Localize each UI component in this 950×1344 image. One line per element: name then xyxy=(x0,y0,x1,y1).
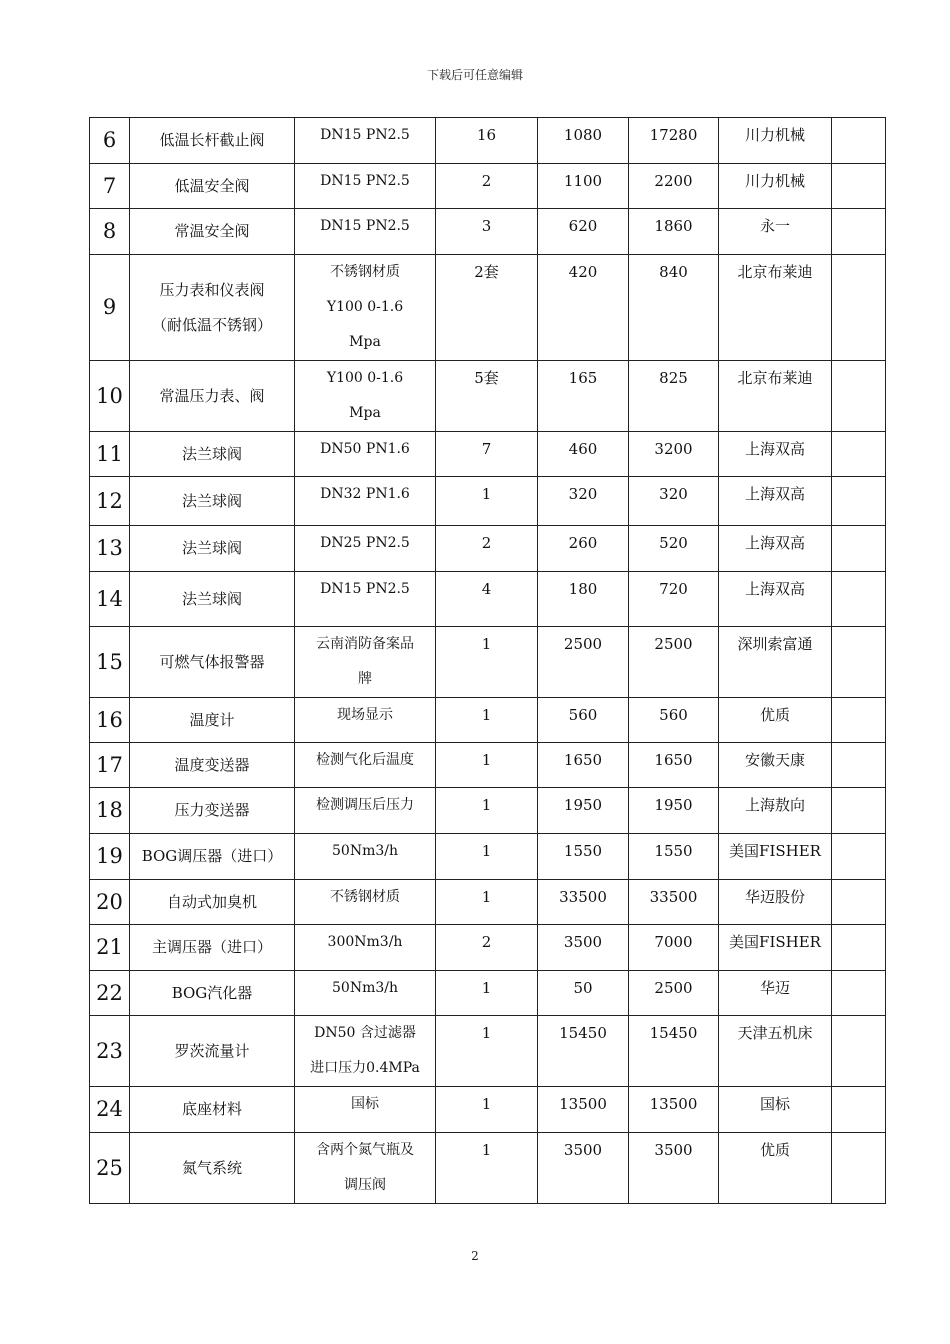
cell-total: 3500 xyxy=(629,1133,719,1204)
cell-spec-line: 不锈钢材质 xyxy=(330,889,400,905)
cell-remark xyxy=(832,788,886,834)
cell-unit-price: 460 xyxy=(538,432,629,477)
cell-remark xyxy=(832,1016,886,1087)
cell-spec xyxy=(295,164,436,209)
cell-no: 12 xyxy=(90,477,130,526)
cell-name-line: 自动式加臭机 xyxy=(166,892,257,911)
cell-name-line: 低温安全阀 xyxy=(174,176,250,195)
cell-qty: 1 xyxy=(436,1016,538,1087)
cell-name xyxy=(130,361,295,432)
cell-unit-price: 260 xyxy=(538,526,629,572)
cell-name-line: 常温压力表、阀 xyxy=(159,386,265,405)
cell-total: 1650 xyxy=(629,743,719,788)
table-row xyxy=(90,698,886,743)
cell-spec-line: 检测气化后温度 xyxy=(316,752,414,768)
table-row xyxy=(90,971,886,1016)
table-row xyxy=(90,572,886,627)
cell-spec-line: DN15 PN2.5 xyxy=(320,581,410,597)
cell-brand: 深圳索富通 xyxy=(719,627,832,698)
cell-spec-line: 检测调压后压力 xyxy=(316,797,414,813)
cell-spec-line: DN50 含过滤器 xyxy=(314,1025,416,1041)
cell-name xyxy=(130,255,295,361)
cell-spec-line: DN50 PN1.6 xyxy=(320,441,410,457)
cell-total: 1860 xyxy=(629,209,719,255)
cell-qty: 2 xyxy=(436,925,538,971)
cell-spec xyxy=(295,477,436,526)
cell-spec xyxy=(295,1087,436,1133)
cell-spec-line: Y100 0-1.6 xyxy=(326,299,404,315)
cell-no: 21 xyxy=(90,925,130,971)
cell-name xyxy=(130,971,295,1016)
cell-no: 15 xyxy=(90,627,130,698)
cell-spec-line: 云南消防备案品 xyxy=(316,636,414,652)
cell-total: 520 xyxy=(629,526,719,572)
cell-qty: 16 xyxy=(436,118,538,164)
cell-remark xyxy=(832,834,886,880)
table-row xyxy=(90,1016,886,1087)
cell-unit-price: 420 xyxy=(538,255,629,361)
cell-unit-price: 13500 xyxy=(538,1087,629,1133)
cell-spec-line: DN25 PN2.5 xyxy=(320,535,410,551)
cell-spec xyxy=(295,432,436,477)
cell-total: 2200 xyxy=(629,164,719,209)
cell-spec-line: Y100 0-1.6 xyxy=(326,370,404,386)
table-row xyxy=(90,118,886,164)
cell-name-line: BOG汽化器 xyxy=(171,983,253,1002)
cell-name xyxy=(130,788,295,834)
cell-total: 17280 xyxy=(629,118,719,164)
table-row xyxy=(90,743,886,788)
cell-spec xyxy=(295,361,436,432)
cell-brand: 优质 xyxy=(719,1133,832,1204)
cell-spec xyxy=(295,209,436,255)
cell-remark xyxy=(832,164,886,209)
cell-name-line: 法兰球阀 xyxy=(181,589,242,608)
cell-spec xyxy=(295,971,436,1016)
cell-spec-line: 50Nm3/h xyxy=(332,980,398,996)
cell-spec-line: Mpa xyxy=(349,334,381,350)
cell-unit-price: 33500 xyxy=(538,880,629,925)
cell-brand: 国标 xyxy=(719,1087,832,1133)
cell-brand: 美国FISHER xyxy=(719,925,832,971)
cell-name xyxy=(130,743,295,788)
cell-qty: 1 xyxy=(436,1087,538,1133)
cell-remark xyxy=(832,209,886,255)
cell-qty: 1 xyxy=(436,971,538,1016)
cell-no: 9 xyxy=(90,255,130,361)
cell-brand: 优质 xyxy=(719,698,832,743)
cell-qty: 1 xyxy=(436,788,538,834)
cell-name-line: 可燃气体报警器 xyxy=(159,652,265,671)
cell-qty: 5套 xyxy=(436,361,538,432)
table-row xyxy=(90,432,886,477)
cell-name xyxy=(130,925,295,971)
cell-brand: 安徽天康 xyxy=(719,743,832,788)
cell-brand: 美国FISHER xyxy=(719,834,832,880)
cell-total: 720 xyxy=(629,572,719,627)
table-row xyxy=(90,526,886,572)
cell-total: 7000 xyxy=(629,925,719,971)
cell-remark xyxy=(832,1087,886,1133)
cell-unit-price: 180 xyxy=(538,572,629,627)
cell-name-line: 底座材料 xyxy=(181,1100,242,1118)
cell-brand: 北京布莱迪 xyxy=(719,361,832,432)
cell-spec-line: Mpa xyxy=(349,405,381,421)
table-row xyxy=(90,1133,886,1204)
cell-spec xyxy=(295,925,436,971)
table-body xyxy=(90,118,886,1204)
cell-spec xyxy=(295,1016,436,1087)
cell-brand: 华迈股份 xyxy=(719,880,832,925)
cell-qty: 3 xyxy=(436,209,538,255)
cell-total: 33500 xyxy=(629,880,719,925)
cell-total: 560 xyxy=(629,698,719,743)
table-row xyxy=(90,361,886,432)
cell-unit-price: 1950 xyxy=(538,788,629,834)
cell-no: 7 xyxy=(90,164,130,209)
cell-spec-line: DN15 PN2.5 xyxy=(320,218,410,234)
cell-name-line: 氮气系统 xyxy=(181,1158,242,1177)
cell-qty: 1 xyxy=(436,698,538,743)
cell-unit-price: 3500 xyxy=(538,1133,629,1204)
cell-total: 1950 xyxy=(629,788,719,834)
table-row xyxy=(90,834,886,880)
cell-total: 825 xyxy=(629,361,719,432)
cell-unit-price: 3500 xyxy=(538,925,629,971)
table-row xyxy=(90,1087,886,1133)
cell-no: 20 xyxy=(90,880,130,925)
cell-remark xyxy=(832,572,886,627)
cell-no: 11 xyxy=(90,432,130,477)
cell-remark xyxy=(832,698,886,743)
cell-remark xyxy=(832,526,886,572)
cell-name xyxy=(130,834,295,880)
cell-spec-line: 调压阀 xyxy=(344,1177,386,1193)
cell-unit-price: 50 xyxy=(538,971,629,1016)
cell-qty: 1 xyxy=(436,834,538,880)
cell-unit-price: 15450 xyxy=(538,1016,629,1087)
cell-spec xyxy=(295,627,436,698)
cell-spec xyxy=(295,834,436,880)
cell-name-line: 压力表和仪表阀 xyxy=(159,280,265,299)
cell-remark xyxy=(832,361,886,432)
cell-name xyxy=(130,698,295,743)
cell-qty: 7 xyxy=(436,432,538,477)
cell-no: 19 xyxy=(90,834,130,880)
cell-spec xyxy=(295,788,436,834)
cell-unit-price: 165 xyxy=(538,361,629,432)
cell-remark xyxy=(832,1133,886,1204)
cell-total: 840 xyxy=(629,255,719,361)
cell-total: 15450 xyxy=(629,1016,719,1087)
cell-name xyxy=(130,627,295,698)
cell-brand: 北京布莱迪 xyxy=(719,255,832,361)
cell-unit-price: 2500 xyxy=(538,627,629,698)
cell-remark xyxy=(832,925,886,971)
cell-brand: 上海双高 xyxy=(719,572,832,627)
cell-unit-price: 560 xyxy=(538,698,629,743)
cell-spec xyxy=(295,118,436,164)
cell-remark xyxy=(832,743,886,788)
table-row xyxy=(90,477,886,526)
cell-name xyxy=(130,209,295,255)
cell-name-line: 常温安全阀 xyxy=(174,222,250,240)
cell-unit-price: 1080 xyxy=(538,118,629,164)
cell-brand: 永一 xyxy=(719,209,832,255)
cell-qty: 1 xyxy=(436,880,538,925)
cell-qty: 1 xyxy=(436,743,538,788)
cell-no: 18 xyxy=(90,788,130,834)
table-row xyxy=(90,925,886,971)
table-row xyxy=(90,627,886,698)
table-row xyxy=(90,255,886,361)
cell-name-line: BOG调压器（进口） xyxy=(141,847,283,865)
cell-name xyxy=(130,526,295,572)
cell-no: 16 xyxy=(90,698,130,743)
cell-brand: 上海双高 xyxy=(719,477,832,526)
cell-spec xyxy=(295,526,436,572)
cell-brand: 上海双高 xyxy=(719,526,832,572)
cell-spec-line: 含两个氮气瓶及 xyxy=(316,1142,414,1158)
cell-name-line: 罗茨流量计 xyxy=(174,1041,250,1060)
cell-total: 13500 xyxy=(629,1087,719,1133)
cell-name-line: 主调压器（进口） xyxy=(151,938,272,956)
cell-name-line: 低温长杆截止阀 xyxy=(159,131,265,149)
cell-unit-price: 620 xyxy=(538,209,629,255)
cell-remark xyxy=(832,880,886,925)
cell-qty: 4 xyxy=(436,572,538,627)
cell-spec-line: 牌 xyxy=(358,671,372,687)
cell-unit-price: 1100 xyxy=(538,164,629,209)
cell-brand: 川力机械 xyxy=(719,118,832,164)
cell-qty: 2 xyxy=(436,164,538,209)
cell-name-line: （耐低温不锈钢） xyxy=(151,315,272,334)
table-row xyxy=(90,880,886,925)
cell-no: 23 xyxy=(90,1016,130,1087)
cell-brand: 上海敖向 xyxy=(719,788,832,834)
cell-name xyxy=(130,572,295,627)
cell-no: 8 xyxy=(90,209,130,255)
cell-qty: 1 xyxy=(436,477,538,526)
cell-unit-price: 1650 xyxy=(538,743,629,788)
page-number: 2 xyxy=(471,1249,479,1263)
cell-remark xyxy=(832,255,886,361)
cell-name-line: 法兰球阀 xyxy=(181,444,242,463)
cell-spec-line: 国标 xyxy=(351,1096,379,1112)
cell-total: 2500 xyxy=(629,971,719,1016)
cell-brand: 华迈 xyxy=(719,971,832,1016)
cell-no: 6 xyxy=(90,118,130,164)
cell-remark xyxy=(832,971,886,1016)
cell-remark xyxy=(832,477,886,526)
cell-qty: 1 xyxy=(436,627,538,698)
cell-spec xyxy=(295,572,436,627)
table-row xyxy=(90,209,886,255)
cell-spec-line: 不锈钢材质 xyxy=(330,264,400,280)
table-row xyxy=(90,164,886,209)
cell-name xyxy=(130,880,295,925)
cell-name xyxy=(130,118,295,164)
cell-qty: 1 xyxy=(436,1133,538,1204)
cell-no: 17 xyxy=(90,743,130,788)
cell-spec xyxy=(295,743,436,788)
cell-unit-price: 320 xyxy=(538,477,629,526)
cell-total: 2500 xyxy=(629,627,719,698)
cell-spec xyxy=(295,880,436,925)
cell-brand: 上海双高 xyxy=(719,432,832,477)
cell-no: 10 xyxy=(90,361,130,432)
cell-name xyxy=(130,477,295,526)
cell-no: 14 xyxy=(90,572,130,627)
cell-name xyxy=(130,1087,295,1133)
cell-spec-line: DN32 PN1.6 xyxy=(320,486,410,502)
cell-no: 13 xyxy=(90,526,130,572)
cell-remark xyxy=(832,432,886,477)
cell-brand: 川力机械 xyxy=(719,164,832,209)
cell-spec xyxy=(295,255,436,361)
cell-qty: 2套 xyxy=(436,255,538,361)
cell-spec xyxy=(295,698,436,743)
page-header: 下载后可任意编辑 xyxy=(426,68,523,82)
table-row xyxy=(90,788,886,834)
cell-spec-line: DN15 PN2.5 xyxy=(320,127,410,143)
cell-name-line: 温度计 xyxy=(189,710,235,729)
cell-no: 24 xyxy=(90,1087,130,1133)
cell-spec-line: 300Nm3/h xyxy=(327,934,403,950)
cell-total: 3200 xyxy=(629,432,719,477)
cell-name xyxy=(130,164,295,209)
cell-name-line: 压力变送器 xyxy=(174,801,250,819)
cell-remark xyxy=(832,627,886,698)
cell-qty: 2 xyxy=(436,526,538,572)
cell-name xyxy=(130,1016,295,1087)
cell-no: 22 xyxy=(90,971,130,1016)
cell-name xyxy=(130,432,295,477)
cell-brand: 天津五机床 xyxy=(719,1016,832,1087)
cell-spec-line: DN15 PN2.5 xyxy=(320,173,410,189)
cell-name-line: 温度变送器 xyxy=(174,755,250,774)
cell-spec-line: 50Nm3/h xyxy=(332,843,398,859)
cell-spec-line: 现场显示 xyxy=(337,707,393,723)
cell-spec-line: 进口压力0.4MPa xyxy=(310,1060,420,1076)
cell-no: 25 xyxy=(90,1133,130,1204)
equipment-table xyxy=(89,117,886,1204)
cell-unit-price: 1550 xyxy=(538,834,629,880)
cell-remark xyxy=(832,118,886,164)
cell-total: 320 xyxy=(629,477,719,526)
cell-total: 1550 xyxy=(629,834,719,880)
cell-name xyxy=(130,1133,295,1204)
cell-name-line: 法兰球阀 xyxy=(181,539,242,557)
cell-spec xyxy=(295,1133,436,1204)
cell-name-line: 法兰球阀 xyxy=(181,491,242,510)
